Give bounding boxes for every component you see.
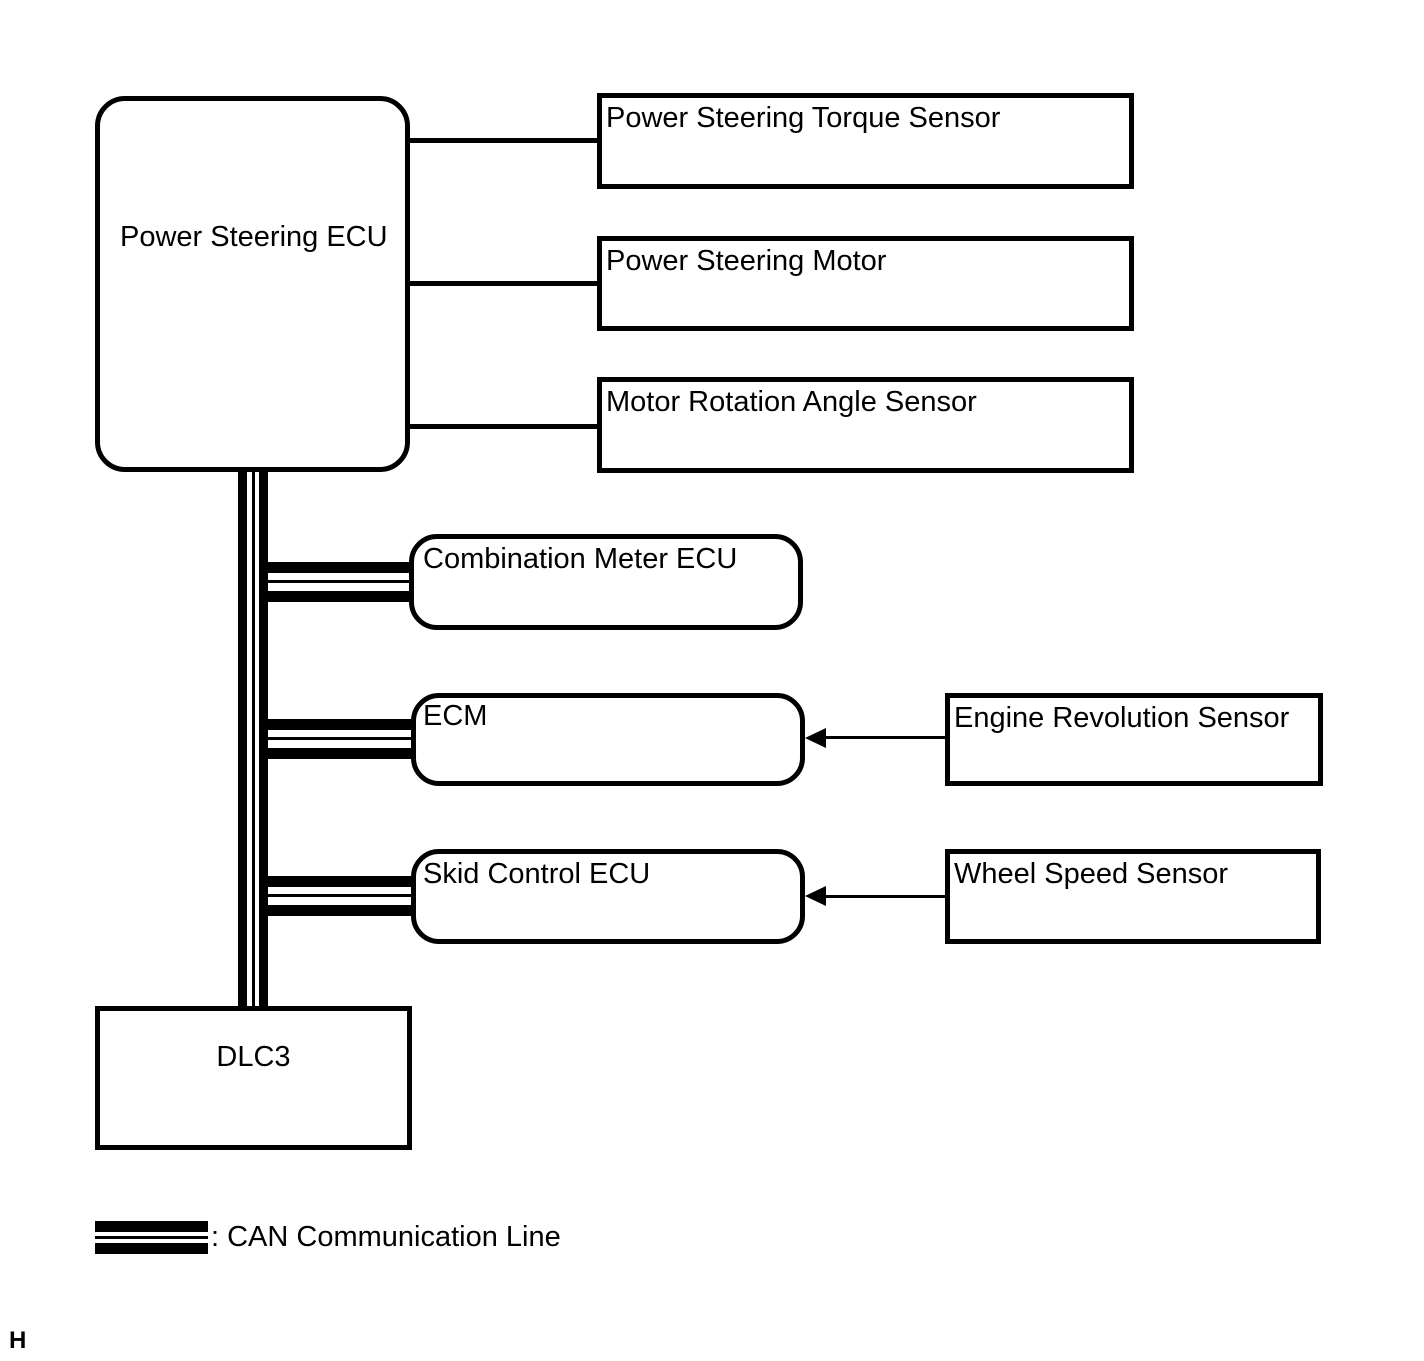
- node-label: Engine Revolution Sensor: [954, 702, 1290, 734]
- can-trunk-inner: [252, 467, 255, 1011]
- node-label: DLC3: [216, 1041, 291, 1073]
- can-branch-skid-bottom: [259, 905, 417, 916]
- can-trunk-outer-left: [238, 467, 247, 1011]
- legend-can-line-icon: [95, 1221, 208, 1232]
- node-power-steering-torque-sensor: [597, 93, 1134, 189]
- node-label: ECM: [423, 700, 488, 732]
- node-label: Motor Rotation Angle Sensor: [606, 386, 977, 418]
- legend-can-line-icon: [95, 1236, 208, 1239]
- connector-steering-motor: [406, 281, 602, 286]
- arrow-line-engine-revolution: [824, 736, 950, 739]
- can-branch-combination-meter-mid: [259, 580, 415, 583]
- node-label: Skid Control ECU: [423, 858, 651, 890]
- can-branch-skid-mid: [259, 894, 417, 897]
- can-branch-combination-meter-bottom: [259, 591, 415, 602]
- node-engine-revolution-sensor: [945, 693, 1323, 786]
- can-branch-ecm-bottom: [259, 748, 417, 759]
- node-skid-control-ecu: [411, 849, 805, 944]
- legend-label: : CAN Communication Line: [211, 1221, 561, 1253]
- arrowhead-left-icon: [805, 886, 826, 906]
- node-combination-meter-ecu: [409, 534, 803, 630]
- legend-can-line-icon: [95, 1243, 208, 1254]
- node-label: Wheel Speed Sensor: [954, 858, 1229, 890]
- can-branch-combination-meter-top: [259, 562, 415, 573]
- node-label: Combination Meter ECU: [423, 543, 738, 575]
- can-branch-skid-top: [259, 876, 417, 887]
- connector-rotation-sensor: [406, 424, 602, 429]
- node-label: Power Steering Motor: [606, 245, 887, 277]
- connector-torque-sensor: [406, 138, 602, 143]
- node-label: Power Steering ECU: [120, 221, 388, 253]
- node-power-steering-motor: [597, 236, 1134, 331]
- node-wheel-speed-sensor: [945, 849, 1321, 944]
- node-ecm: [411, 693, 805, 786]
- can-branch-ecm-mid: [259, 737, 417, 740]
- arrowhead-left-icon: [805, 728, 826, 748]
- arrow-line-wheel-speed: [824, 895, 950, 898]
- can-branch-ecm-top: [259, 719, 417, 730]
- node-label: Power Steering Torque Sensor: [606, 102, 1001, 134]
- node-dlc3: [95, 1006, 412, 1150]
- page-mark: H: [9, 1327, 27, 1354]
- node-motor-rotation-angle-sensor: [597, 377, 1134, 473]
- node-power-steering-ecu: [95, 96, 410, 472]
